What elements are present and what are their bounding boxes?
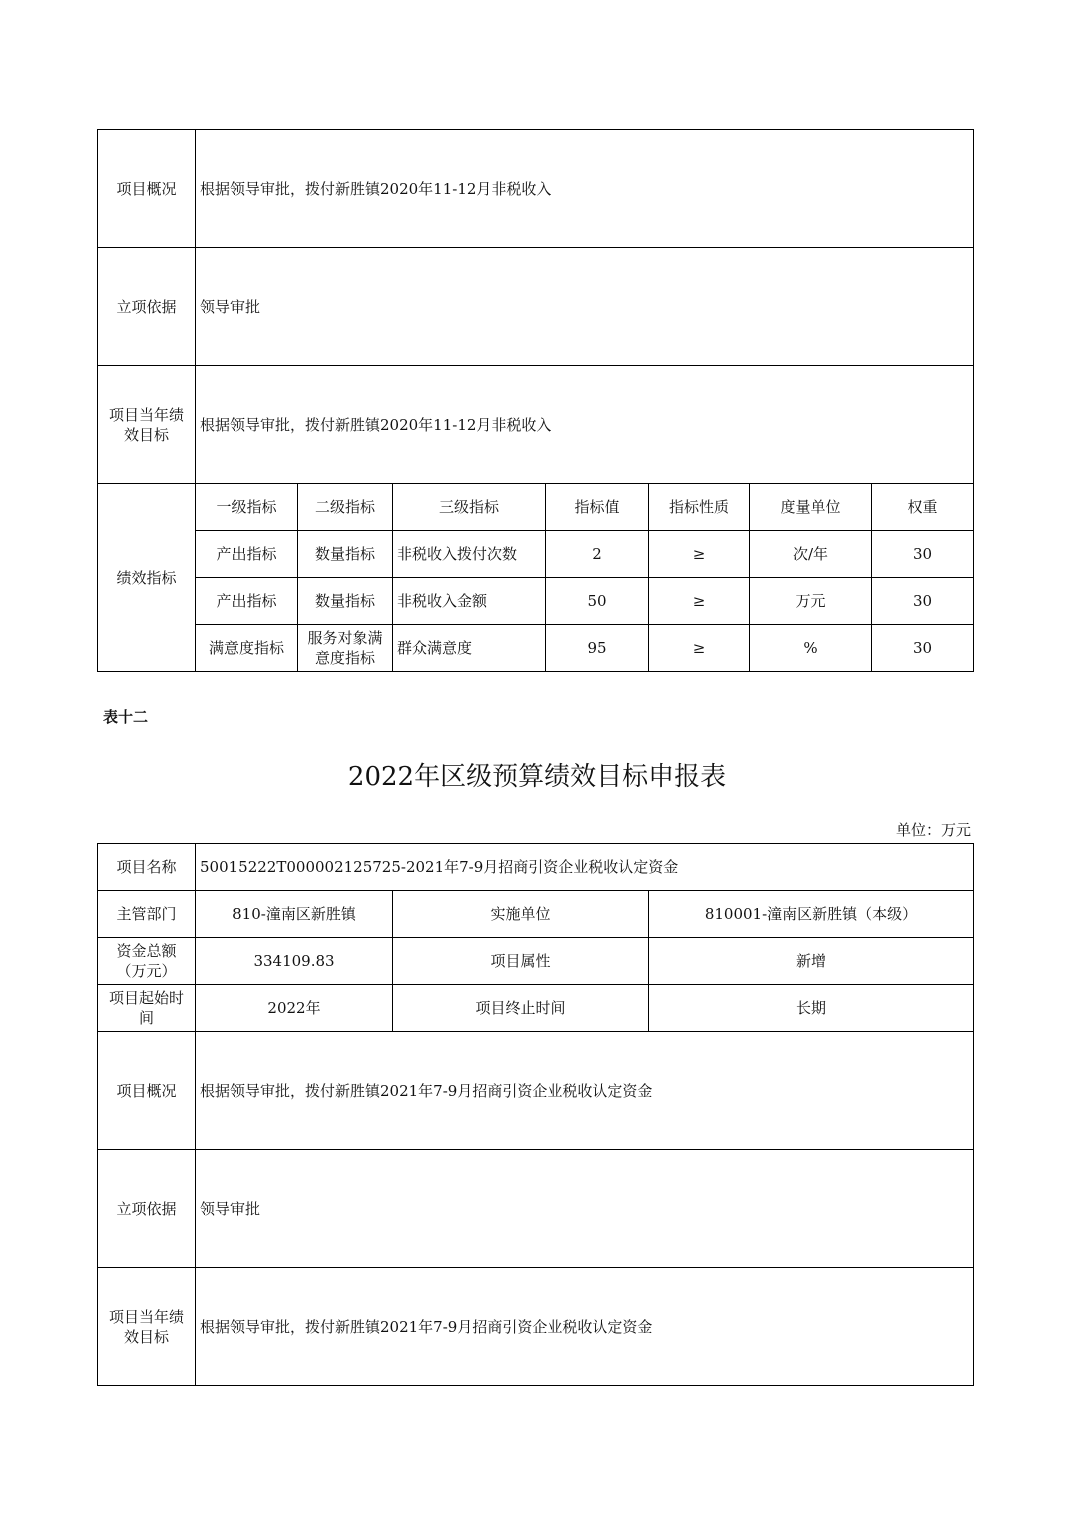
indicator-cell: 万元 (750, 578, 872, 625)
attr-value: 新增 (649, 938, 974, 985)
indicator-cell: 数量指标 (298, 531, 393, 578)
indicator-cell: 产出指标 (196, 578, 298, 625)
project-name-label: 项目名称 (98, 844, 196, 891)
indicator-cell: 次/年 (750, 531, 872, 578)
indicator-cell: 50 (546, 578, 649, 625)
indicator-row (98, 531, 974, 578)
amount-value: 334109.83 (196, 938, 393, 985)
top-performance-table (97, 129, 974, 672)
impl-unit-value: 810001-潼南区新胜镇（本级） (649, 891, 974, 938)
impl-unit-label: 实施单位 (393, 891, 649, 938)
bottom-declaration-table (97, 843, 974, 1386)
indicator-cell: 30 (872, 625, 974, 672)
goal-label: 项目当年绩效目标 (98, 366, 196, 484)
end-time-value: 长期 (649, 985, 974, 1032)
indicator-cell: 非税收入拨付次数 (393, 531, 546, 578)
table-number-label: 表十二 (103, 708, 149, 726)
amount-label: 资金总额（万元） (98, 938, 196, 985)
goal-value: 根据领导审批，拨付新胜镇2021年7-9月招商引资企业税收认定资金 (196, 1268, 974, 1386)
page-title: 2022年区级预算绩效目标申报表 (347, 762, 727, 792)
basis-label: 立项依据 (98, 1150, 196, 1268)
indicators-label: 绩效指标 (98, 484, 196, 672)
indicator-cell: 非税收入金额 (393, 578, 546, 625)
indicator-header: 权重 (872, 484, 974, 531)
indicator-cell: 2 (546, 531, 649, 578)
indicator-header: 二级指标 (298, 484, 393, 531)
indicator-header: 一级指标 (196, 484, 298, 531)
indicator-cell: % (750, 625, 872, 672)
indicator-cell: 95 (546, 625, 649, 672)
dept-value: 810-潼南区新胜镇 (196, 891, 393, 938)
dept-label: 主管部门 (98, 891, 196, 938)
goal-label: 项目当年绩效目标 (98, 1268, 196, 1386)
indicator-cell: ≥ (649, 531, 750, 578)
start-time-value: 2022年 (196, 985, 393, 1032)
indicator-header: 指标值 (546, 484, 649, 531)
indicator-cell: 满意度指标 (196, 625, 298, 672)
start-time-label: 项目起始时间 (98, 985, 196, 1032)
indicator-cell: 产出指标 (196, 531, 298, 578)
end-time-label: 项目终止时间 (393, 985, 649, 1032)
indicator-header: 度量单位 (750, 484, 872, 531)
indicator-cell: 30 (872, 578, 974, 625)
goal-value: 根据领导审批，拨付新胜镇2020年11-12月非税收入 (196, 366, 974, 484)
unit-label: 单位：万元 (895, 821, 971, 839)
indicator-cell: ≥ (649, 578, 750, 625)
indicator-row (98, 578, 974, 625)
indicator-row (98, 625, 974, 672)
indicator-cell: 服务对象满意度指标 (298, 625, 393, 672)
basis-value: 领导审批 (196, 1150, 974, 1268)
overview-value: 根据领导审批，拨付新胜镇2021年7-9月招商引资企业税收认定资金 (196, 1032, 974, 1150)
attr-label: 项目属性 (393, 938, 649, 985)
overview-label: 项目概况 (98, 1032, 196, 1150)
indicator-cell: 30 (872, 531, 974, 578)
indicator-header: 指标性质 (649, 484, 750, 531)
overview-value: 根据领导审批，拨付新胜镇2020年11-12月非税收入 (196, 130, 974, 248)
project-name-value: 50015222T000002125725-2021年7-9月招商引资企业税收认定资金 (196, 844, 974, 891)
basis-label: 立项依据 (98, 248, 196, 366)
indicator-cell: 群众满意度 (393, 625, 546, 672)
indicator-cell: ≥ (649, 625, 750, 672)
basis-value: 领导审批 (196, 248, 974, 366)
overview-label: 项目概况 (98, 130, 196, 248)
indicator-cell: 数量指标 (298, 578, 393, 625)
indicator-header: 三级指标 (393, 484, 546, 531)
